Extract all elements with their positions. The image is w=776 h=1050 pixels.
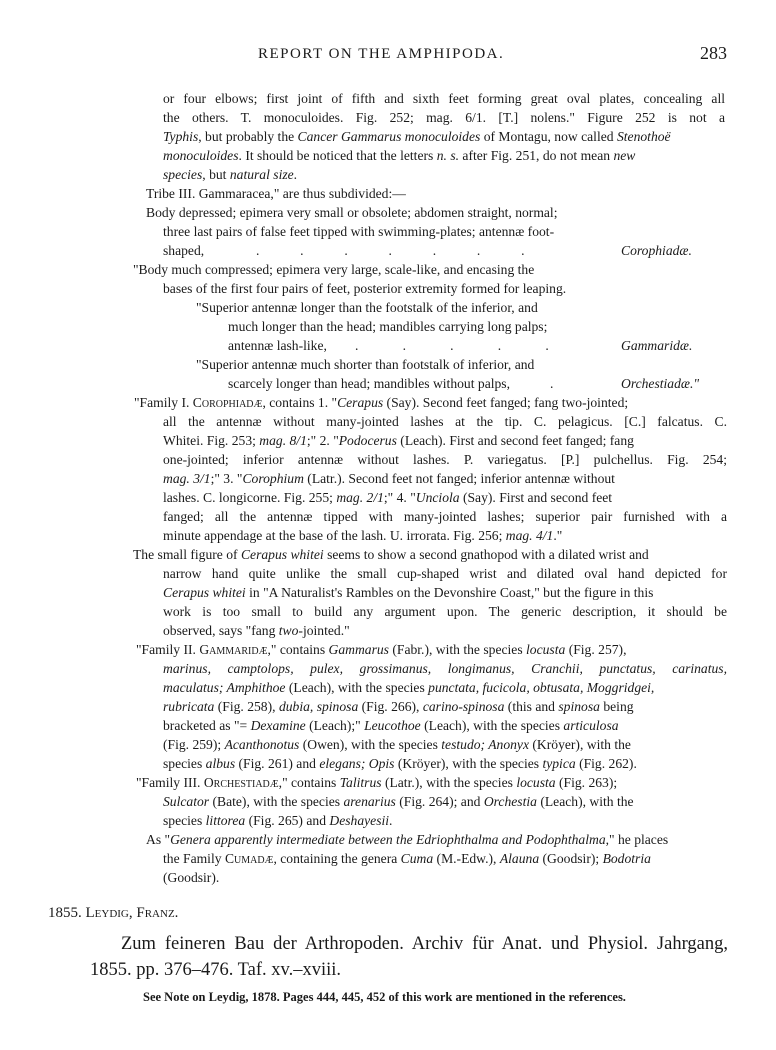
- text-line: "Family II. Gammaridæ," contains Gammarus (Fabr.), with the species locusta (Fig. 257),: [136, 642, 627, 657]
- text-line: minute appendage at the base of the lash. U. irrorata. Fig. 256; mag. 4/1.": [163, 528, 563, 543]
- leader-dots: .: [550, 376, 554, 391]
- text-line: "Superior antennæ longer than the footstalk of the inferior, and: [196, 300, 538, 315]
- text-line: Sulcator (Bate), with the species arenarius (Fig. 264); and Orchestia (Leach), with the: [163, 794, 634, 809]
- text-line: much longer than the head; mandibles carrying long palps;: [228, 319, 548, 334]
- page-number: 283: [700, 43, 727, 63]
- text-line: three last pairs of false feet tipped with swimming-plates; antennæ foot-: [163, 224, 555, 239]
- text-line: mag. 3/1;" 3. "Corophium (Latr.). Second feet not fanged; inferior antennæ without: [163, 471, 615, 486]
- text-line: antennæ lash-like,: [228, 338, 327, 353]
- text-line: scarcely longer than head; mandibles without palps,: [228, 376, 510, 391]
- text-line: the Family Cumadæ, containing the genera Cuma (M.-Edw.), Alauna (Goodsir); Bodotria: [163, 851, 651, 866]
- text-line: bases of the first four pairs of feet, posterior extremity formed for leaping.: [163, 281, 567, 296]
- text-line: work is too small to build any argument upon. The generic description, it should be: [163, 604, 727, 619]
- text-line: species albus (Fig. 261) and elegans; Opis (Kröyer), with the species typica (Fig. 262).: [163, 756, 637, 771]
- entry-title-cont: 1855. pp. 376–476. Taf. xv.–xviii.: [90, 960, 342, 980]
- family-label: Corophiadæ.: [621, 243, 692, 258]
- text-line: Typhis, but probably the Cancer Gammarus monoculoides of Montagu, now called Stenothoë: [163, 129, 671, 144]
- text-line: observed, says "fang two-jointed.": [163, 623, 350, 638]
- text-line: Whitei. Fig. 253; mag. 8/1;" 2. "Podocerus (Leach). First and second feet fanged; fang: [163, 433, 634, 448]
- family-label: Orchestiadæ.": [621, 376, 700, 391]
- running-header: [0, 43, 776, 70]
- text-line: species littorea (Fig. 265) and Deshayesii.: [163, 813, 393, 828]
- leader-dots: . . . . . . .: [256, 243, 525, 258]
- leader-dots: . . . . .: [355, 338, 549, 353]
- text-line: bracketed as "= Dexamine (Leach);" Leucothoe (Leach), with the species articulosa: [163, 718, 619, 733]
- text-line: one-jointed; inferior antennæ without lashes. P. variegatus. [P.] pulchellus. Fig. 254;: [163, 452, 727, 467]
- text-line: species, but natural size.: [163, 167, 298, 182]
- entry-note: See Note on Leydig, 1878. Pages 444, 445, 452 of this work are mentioned in the references.: [143, 990, 626, 1004]
- text-line: As "Genera apparently intermediate between the Edriophthalma and Podophthalma," he places: [146, 832, 669, 847]
- entry-title: Zum feineren Bau der Arthropoden. Archiv für Anat. und Physiol. Jahrgang,: [121, 934, 728, 954]
- text-line: shaped,: [163, 243, 205, 258]
- text-line: (Goodsir).: [163, 870, 220, 885]
- family-label: Gammaridæ.: [621, 338, 693, 353]
- text-line: monoculoides. It should be noticed that the letters n. s. after Fig. 251, do not mean new: [163, 148, 636, 163]
- text-line: all the antennæ without many-jointed lashes at the tip. C. pelagicus. [C.] falcatus. C.: [163, 414, 727, 429]
- text-line: or four elbows; first joint of fifth and sixth feet forming great oval plates, concealing all: [163, 91, 725, 106]
- text-line: "Family III. Orchestiadæ," contains Talitrus (Latr.), with the species locusta (Fig. 263);: [136, 775, 618, 790]
- text-line: "Superior antennæ much shorter than footstalk of inferior, and: [196, 357, 535, 372]
- text-line: marinus, camptolops, pulex, grossimanus, longimanus, Cranchii, punctatus, carinatus,: [163, 661, 727, 676]
- text-line: fanged; all the antennæ tipped with many-jointed lashes; superior pair furnished with a: [163, 509, 727, 524]
- text-line: The small figure of Cerapus whitei seems to show a second gnathopod with a dilated wrist and: [133, 547, 649, 562]
- text-line: lashes. C. longicorne. Fig. 255; mag. 2/1;" 4. "Unciola (Say). First and second feet: [163, 490, 613, 505]
- text-line: "Body much compressed; epimera very large, scale-like, and encasing the: [133, 262, 535, 277]
- text-line: Cerapus whitei in "A Naturalist's Rambles on the Devonshire Coast," but the figure in this: [163, 585, 654, 600]
- entry-heading: 1855. Leydig, Franz.: [48, 905, 179, 921]
- text-line: maculatus; Amphithoe (Leach), with the species punctata, fucicola, obtusata, Moggridgei,: [163, 680, 655, 695]
- text-line: rubricata (Fig. 258), dubia, spinosa (Fig. 266), carino-spinosa (this and spinosa being: [163, 699, 634, 714]
- text-line: (Fig. 259); Acanthonotus (Owen), with the species testudo; Anonyx (Kröyer), with the: [163, 737, 631, 752]
- header-title: REPORT ON THE AMPHIPODA.: [258, 46, 505, 62]
- text-line: Tribe III. Gammaracea," are thus subdivided:—: [146, 186, 406, 201]
- text-line: Body depressed; epimera very small or obsolete; abdomen straight, normal;: [146, 205, 558, 220]
- text-line: the others. T. monoculoides. Fig. 252; mag. 6/1. [T.] nolens." Figure 252 is not a: [163, 110, 725, 125]
- text-line: narrow hand quite unlike the small cup-shaped wrist and dilated oval hand depicted for: [163, 566, 727, 581]
- text-line: "Family I. Corophiadæ, contains 1. "Cerapus (Say). Second feet fanged; fang two-jointed;: [134, 395, 629, 410]
